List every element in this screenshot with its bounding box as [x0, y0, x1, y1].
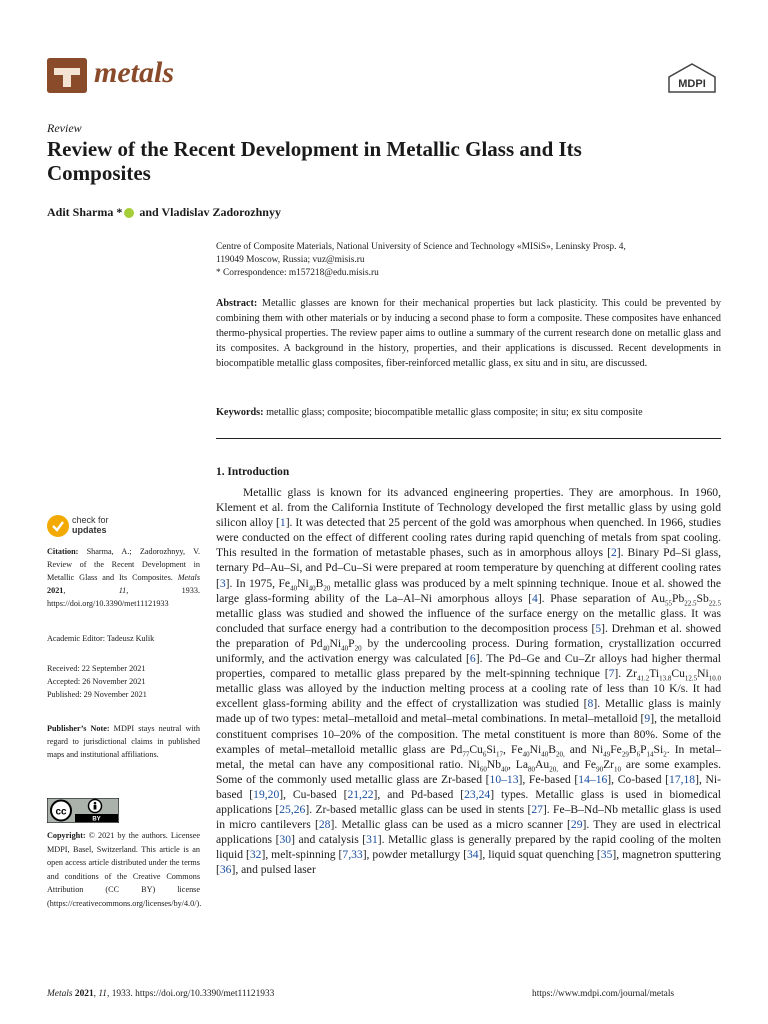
cc-by-license-icon[interactable]	[47, 798, 119, 823]
check-for-updates-icon[interactable]	[47, 515, 69, 537]
copyright-text: © 2021 by the authors. Licensee MDPI, Basel, Switzerland. This article is an open access article distributed under the terms and conditions of the Creative Commons Attribution (CC BY) license (https://creativecommons.org/licenses/by/4.0/).	[47, 831, 202, 908]
svg-text:BY: BY	[92, 816, 101, 823]
reference-link[interactable]: 4	[532, 591, 538, 605]
article-type: Review	[47, 121, 82, 135]
reference-link[interactable]: 28	[318, 818, 331, 832]
reference-link[interactable]: 35	[600, 848, 613, 862]
publisher-note	[47, 722, 200, 761]
mdpi-logo-icon	[667, 63, 717, 93]
introduction-body	[216, 485, 721, 877]
published-date: Published: 29 November 2021	[47, 690, 147, 699]
reference-link[interactable]: 25,26	[279, 802, 306, 816]
keywords-text: metallic glass; composite; biocompatible metallic glass composite; in situ; ex situ composite	[263, 407, 643, 418]
accepted-date: Accepted: 26 November 2021	[47, 677, 146, 686]
reference-link[interactable]: 3	[219, 576, 226, 590]
section-heading: 1. Introduction	[216, 466, 290, 478]
keywords	[216, 405, 721, 420]
reference-link[interactable]: 9	[644, 712, 651, 726]
reference-link[interactable]: 30	[279, 833, 292, 847]
reference-link[interactable]: 29	[570, 818, 583, 832]
keywords-label: Keywords:	[216, 407, 264, 418]
copyright-block	[47, 829, 200, 910]
citation-block: Citation: Sharma, A.; Zadorozhnyy, V. Review of the Recent Development in Metallic Glass and Its Composites. Metals 2021, 11, 1933. https://doi.org/10.3390/met11121933	[47, 547, 201, 608]
reference-link[interactable]: 5	[595, 621, 602, 635]
svg-text:cc: cc	[55, 806, 67, 818]
check-for-updates-label[interactable]: check for	[72, 515, 109, 525]
reference-link[interactable]: 2	[610, 546, 617, 560]
publisher-note-text: MDPI stays neutral with regard to jurisdictional claims in published maps and institutional affiliations.	[47, 724, 201, 759]
dates-block	[47, 662, 200, 701]
academic-editor: Academic Editor: Tadeusz Kulik	[47, 634, 155, 643]
reference-link[interactable]: 7	[608, 667, 615, 681]
citation-doi[interactable]: , 1933. https://doi.org/10.3390/met11121933	[47, 586, 201, 608]
correspondence-line: * Correspondence: m157218@edu.misis.ru	[216, 268, 379, 278]
reference-link[interactable]: 1	[279, 516, 286, 530]
reference-link[interactable]: 14–16	[578, 772, 608, 786]
reference-link[interactable]: 31	[366, 833, 378, 847]
abstract-label: Abstract:	[216, 298, 258, 309]
reference-link[interactable]: 27	[531, 802, 543, 816]
footer-year: 2021	[72, 989, 94, 999]
footer-journal: Metals	[47, 989, 73, 999]
mdpi-logo-text: MDPI	[678, 78, 706, 90]
abstract	[216, 296, 721, 371]
section-divider	[216, 438, 721, 439]
author-rest[interactable]: and Vladislav Zadorozhnyy	[136, 205, 281, 219]
author-first[interactable]: Adit Sharma *	[47, 205, 123, 219]
copyright-label: Copyright:	[47, 831, 86, 840]
footer-citation: Metals 2021, 11, 1933. https://doi.org/10.3390/met11121933	[47, 989, 275, 999]
footer-journal-url[interactable]: https://www.mdpi.com/journal/metals	[532, 989, 675, 999]
journal-logo-icon	[47, 58, 87, 93]
affiliation-line: 119049 Moscow, Russia; vuz@misis.ru	[216, 255, 365, 265]
reference-link[interactable]: 36	[219, 863, 232, 877]
reference-link[interactable]: 8	[587, 697, 594, 711]
citation-journal: Metals	[177, 573, 201, 582]
reference-link[interactable]: 32	[249, 848, 262, 862]
affiliation-block	[216, 241, 721, 280]
reference-link[interactable]: 7,33	[342, 848, 363, 862]
citation-year: 2021	[47, 586, 64, 595]
journal-name: metals	[94, 56, 174, 89]
affiliation-line: Centre of Composite Materials, National University of Science and Technology «MISiS», Leninsky Prosp. 4,	[216, 242, 626, 252]
reference-link[interactable]: 23,24	[464, 787, 491, 801]
publisher-note-label: Publisher’s Note:	[47, 724, 110, 733]
reference-link[interactable]: 10–13	[489, 772, 519, 786]
orcid-icon[interactable]	[124, 208, 134, 218]
footer-volume: 11	[98, 989, 107, 999]
footer-doi[interactable]: , 1933. https://doi.org/10.3390/met11121933	[107, 989, 275, 999]
citation-label: Citation:	[47, 547, 79, 556]
reference-link[interactable]: 17,18	[669, 772, 696, 786]
reference-link[interactable]: 34	[466, 848, 479, 862]
body-paragraph: Metallic glass is known for its advanced engineering properties. They are amorphous. In 1960, Klement et al. from the California Institute of Technology developed the first metallic glass by using gold silicon alloy [1]. It was detected that 25 percent of the gold was amorphous when quenched. In 1966, studies were conducted on the effect of different cooling rates during rapid quenching of metals from spat cooling. This resulted in the formation of metastable phases, such as in amorphous alloys [2]. Binary Pd–Si glass, ternary Pd–Au–Si, and Pd–Cu–Si were prepared at room temperature by quenching at different cooling rates [3]. In 1975, $Fe_{40}Ni_{40}B_{20}$ metallic glass was produced by a melt spinning technique. Inoue et al. showed the large glass-forming ability of the La–Al–Ni amorphous alloys [4]. Phase separation of $Au_{55}Pb_{22.5}Sb_{22.5}$ metallic glass was studied and showed the influence of the surface energy on the metallic glass. It was concluded that surface energy had a contribution to the decomposition process [5]. Drehman et al. showed the preparation of $Pd_{40}Ni_{40}P_{20}$ by the undercooling process. During formation, crystallization occurred uniformly, and the activation energy was calculated [6]. The Pd–Ge and Cu–Zr alloys had higher thermal properties, compared to metallic glass prepared by the melt-spinning technique [7]. $Zr_{41.2}Ti_{13.8}Cu_{12.5}Ni_{10.0}$ metallic glass was alloyed by the induction melting process at a cooling rate of less than 10 K/s. It had excellent glass-forming ability and the effect of crystallization was studied [8]. Metallic glass is mainly made up of two types: metal–metalloid and metal–metal combinations. In metal–metalloid [9], the metalloid constituent comprises 10–20% of the composition. The metal constituent is more than 80%. Some of the examples of metal–metalloid metallic glass are $Pd_{77}Cu_6Si_{17}$, $Fe_{40}Ni_{40}B_{20,}$ and $Ni_{49}Fe_{29}B_6P_{14}Si_2$. In metal–metal, the metal can have any compositional ratio. $Ni_{60}Nb_{40}$, $La_{80}Au_{20,}$ and $Fe_{90}Zr_{10}$ are some examples. Some of the commonly used metallic glass are Zr-based [10–13], Fe-based [14–16], Co-based [17,18], Ni-based [19,20], Cu-based [21,22], and Pd-based [23,24] types. Metallic glass is used in biomedical applications [25,26]. Zr-based metallic glass can be used in stents [27]. Fe–B–Nd–Nb metallic glass is used in micro cantilevers [28]. Metallic glass can be used as a micro scanner [29]. They are used in electrical applications [30] and catalysis [31]. Metallic glass is generally prepared by the rapid cooling of the molten liquid [32], melt-spinning [7,33], powder metallurgy [34], liquid squat quenching [35], magnetron sputtering [36], and pulsed laser	[216, 486, 722, 877]
abstract-text: Metallic glasses are known for their mechanical properties but lack plasticity. This could be prevented by combining them with other materials or by inducing a second phase to form a composite. These composites have enhanced thermo-physical properties. The review paper aims to outline a summary of the current research done on metallic glass and its composites. A background in the history, properties, and their applications is discussed. Recent developments in biocompatible metallic glass composites, fiber-reinforced metallic glass, ex situ and in situ, are discussed.	[216, 298, 721, 369]
check-for-updates-label[interactable]: updates	[72, 525, 107, 535]
received-date: Received: 22 September 2021	[47, 664, 146, 673]
reference-link[interactable]: 6	[469, 652, 476, 666]
article-title: Review of the Recent Development in Metallic Glass and Its Composites	[47, 137, 582, 185]
citation-volume: 11	[118, 586, 127, 595]
reference-link[interactable]: 21,22	[347, 787, 374, 801]
author-list	[47, 205, 281, 220]
reference-link[interactable]: 19,20	[253, 787, 280, 801]
citation-text: Sharma, A.; Zadorozhnyy, V. Review of the Recent Development in Metallic Glass and Its Composites.	[47, 547, 200, 582]
